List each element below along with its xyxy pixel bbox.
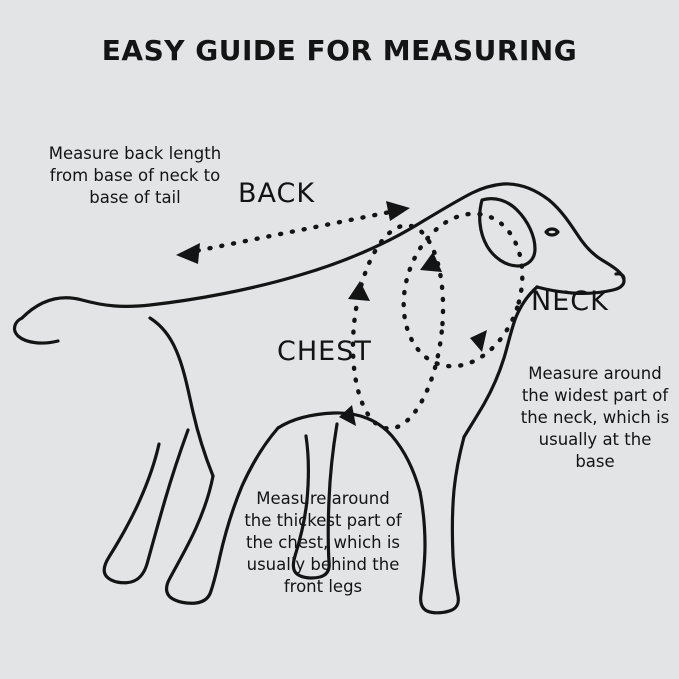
back-measure-note: Measure back length from base of neck to base of tail: [48, 144, 222, 207]
chest-measure-note: Measure around the thickest part of the chest, which is usually behind the front legs: [244, 489, 402, 596]
chest-label: CHEST: [277, 336, 372, 367]
chest-measure-loop: [339, 221, 452, 433]
page-title: EASY GUIDE FOR MEASURING: [101, 34, 578, 67]
neck-measure-loop: [385, 198, 542, 382]
neck-label: NECK: [531, 286, 609, 317]
back-label: BACK: [238, 178, 316, 209]
back-measure-arrow: [176, 201, 410, 264]
neck-measure-note: Measure around the widest part of the neck, which is usually at the base: [520, 364, 670, 471]
